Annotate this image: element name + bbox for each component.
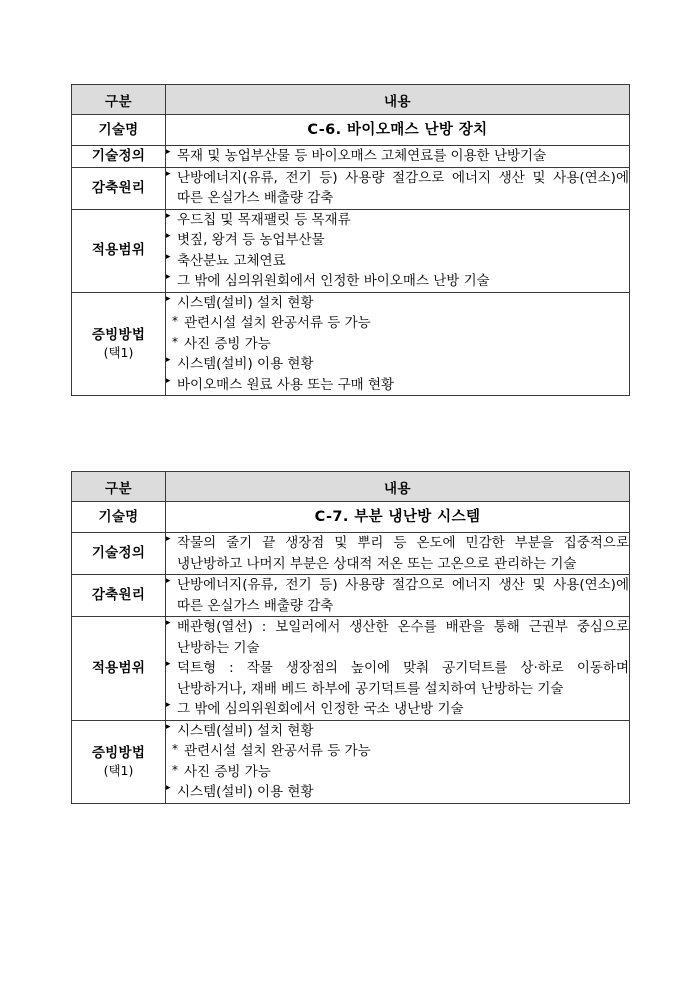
row-label-cell [72, 115, 166, 146]
row-label-cell [72, 617, 166, 721]
table-row [72, 502, 630, 533]
row-label-cell [72, 167, 166, 209]
content-line-list [166, 168, 629, 209]
content-line-text: 덕트형 : 작물 생장점의 높이에 맞춰 공기덕트를 상·하로 이동하며 난방하거나, 재배 베드 하부에 공기덕트를 설치하여 난방하는 기술 [177, 660, 629, 697]
row-label-cell [72, 146, 166, 168]
table-header-row [72, 85, 630, 115]
content-line-text: 시스템(설비) 설치 현황 [177, 294, 314, 311]
row-label-text: 증빙방법 [91, 327, 146, 344]
content-line-text: 그 밖에 심의위원회에서 인정한 국소 냉난방 기술 [177, 701, 464, 718]
row-label-text: 기술정의 [91, 147, 146, 164]
asterisk-marker-icon: * [172, 742, 178, 757]
content-line-text: 시스템(설비) 이용 현황 [177, 784, 314, 801]
row-label-text: 적용범위 [91, 659, 146, 676]
content-line [166, 146, 629, 167]
asterisk-marker-icon: * [172, 314, 178, 329]
row-content-cell [166, 167, 630, 209]
technology-name: C-7. 부분 냉난방 시스템 [314, 509, 481, 525]
row-label-cell [72, 292, 166, 396]
row-label-text: 적용범위 [91, 242, 146, 259]
table-row [72, 146, 630, 168]
header-cell-label: 구분 [72, 85, 166, 115]
table-row [72, 720, 630, 803]
content-line [166, 741, 629, 762]
content-line-text: 사진 증빙 가능 [184, 335, 271, 352]
content-line [166, 375, 629, 396]
row-content-cell [166, 115, 630, 146]
triangle-bullet-icon: ▸ [166, 700, 171, 711]
triangle-bullet-icon: ▸ [166, 210, 171, 221]
content-line [166, 271, 629, 292]
header-cell-label: 구분 [72, 472, 166, 502]
content-line [166, 617, 629, 658]
content-line-text: 목재 및 농업부산물 등 바이오매스 고체연료를 이용한 난방기술 [177, 148, 547, 165]
row-label-cell [72, 533, 166, 575]
content-line [166, 533, 629, 574]
table-row [72, 167, 630, 209]
row-label-cell [72, 720, 166, 803]
content-line-text: 시스템(설비) 이용 현황 [177, 356, 314, 373]
content-line-list [166, 293, 629, 396]
content-line-list [166, 575, 629, 616]
content-line [166, 762, 629, 783]
asterisk-marker-icon: * [172, 334, 178, 349]
table-row [72, 209, 630, 292]
content-line-text: 관련시설 설치 완공서류 등 가능 [184, 743, 371, 760]
row-label-cell [72, 575, 166, 617]
row-content-cell [166, 209, 630, 292]
table-row [72, 575, 630, 617]
asterisk-marker-icon: * [172, 762, 178, 777]
row-label-text: 기술명 [98, 508, 139, 525]
row-content-cell [166, 146, 630, 168]
triangle-bullet-icon: ▸ [166, 293, 171, 304]
tech-table-1 [71, 84, 630, 396]
header-cell-content: 내용 [166, 472, 630, 502]
content-line-text: 난방에너지(유류, 전기 등) 사용량 절감으로 에너지 생산 및 사용(연소)에 따른 온실가스 배출량 감축 [177, 169, 629, 207]
triangle-bullet-icon: ▸ [166, 251, 171, 262]
content-line-text: 그 밖에 심의위원회에서 인정한 바이오매스 난방 기술 [177, 273, 490, 290]
triangle-bullet-icon: ▸ [166, 375, 171, 386]
triangle-bullet-icon: ▸ [166, 168, 171, 179]
content-line [166, 354, 629, 375]
content-line [166, 658, 629, 699]
table-row [72, 533, 630, 575]
content-line-list [166, 617, 629, 720]
content-line-text: 시스템(설비) 설치 현황 [177, 722, 314, 739]
triangle-bullet-icon: ▸ [166, 721, 171, 732]
content-line-text: 관련시설 설치 완공서류 등 가능 [184, 315, 371, 332]
content-line-text: 바이오매스 원료 사용 또는 구매 현황 [177, 376, 395, 393]
row-label-text: 기술정의 [91, 545, 146, 562]
row-content-cell [166, 502, 630, 533]
content-line [166, 230, 629, 251]
table-row [72, 115, 630, 146]
table-row [72, 617, 630, 721]
content-line [166, 782, 629, 803]
row-label-text: 증빙방법 [91, 744, 146, 761]
content-line-list [166, 721, 629, 803]
triangle-bullet-icon: ▸ [166, 534, 171, 545]
row-label-cell [72, 209, 166, 292]
row-content-cell [166, 720, 630, 803]
content-line [166, 293, 629, 314]
content-line-text: 우드칩 및 목재팰릿 등 목재류 [177, 211, 351, 228]
row-sublabel-text: (택1) [103, 345, 134, 361]
content-line-text: 작물의 줄기 끝 생장점 및 뿌리 등 온도에 민감한 부분을 집중적으로 냉난방하고 나머지 부분은 상대적 저온 또는 고온으로 관리하는 기술 [177, 535, 629, 572]
triangle-bullet-icon: ▸ [166, 783, 171, 794]
triangle-bullet-icon: ▸ [166, 576, 171, 587]
row-content-cell [166, 292, 630, 396]
content-line-text: 사진 증빙 가능 [184, 763, 271, 780]
content-line [166, 168, 629, 209]
triangle-bullet-icon: ▸ [166, 659, 171, 670]
content-line-list [166, 533, 629, 574]
content-line [166, 313, 629, 334]
content-line-text: 볏짚, 왕겨 등 농업부산물 [177, 232, 325, 249]
content-line [166, 334, 629, 355]
row-content-cell [166, 533, 630, 575]
row-label-text: 감축원리 [91, 587, 146, 604]
content-line-text: 축산분뇨 고체연료 [177, 252, 286, 269]
table-row [72, 292, 630, 396]
row-sublabel-text: (택1) [103, 762, 134, 778]
content-line-text: 난방에너지(유류, 전기 등) 사용량 절감으로 에너지 생산 및 사용(연소)에 따른 온실가스 배출량 감축 [177, 577, 629, 614]
row-label-cell [72, 502, 166, 533]
content-line [166, 210, 629, 231]
triangle-bullet-icon: ▸ [166, 272, 171, 283]
content-line-list [166, 210, 629, 292]
content-line-text: 배관형(열선) : 보일러에서 생산한 온수를 배관을 통해 근권부 중심으로 난방하는 기술 [177, 619, 629, 656]
content-line-list [166, 146, 629, 167]
table-header-row [72, 472, 630, 502]
tech-table-2 [71, 471, 630, 804]
content-line [166, 721, 629, 742]
triangle-bullet-icon: ▸ [166, 231, 171, 242]
content-line [166, 575, 629, 616]
triangle-bullet-icon: ▸ [166, 618, 171, 629]
triangle-bullet-icon: ▸ [166, 355, 171, 366]
row-content-cell [166, 575, 630, 617]
content-line [166, 251, 629, 272]
row-label-text: 기술명 [98, 121, 139, 138]
technology-name: C-6. 바이오매스 난방 장치 [307, 122, 488, 138]
content-line [166, 699, 629, 720]
triangle-bullet-icon: ▸ [166, 147, 171, 158]
row-content-cell [166, 617, 630, 721]
row-label-text: 감축원리 [91, 179, 146, 196]
header-cell-content: 내용 [166, 85, 630, 115]
